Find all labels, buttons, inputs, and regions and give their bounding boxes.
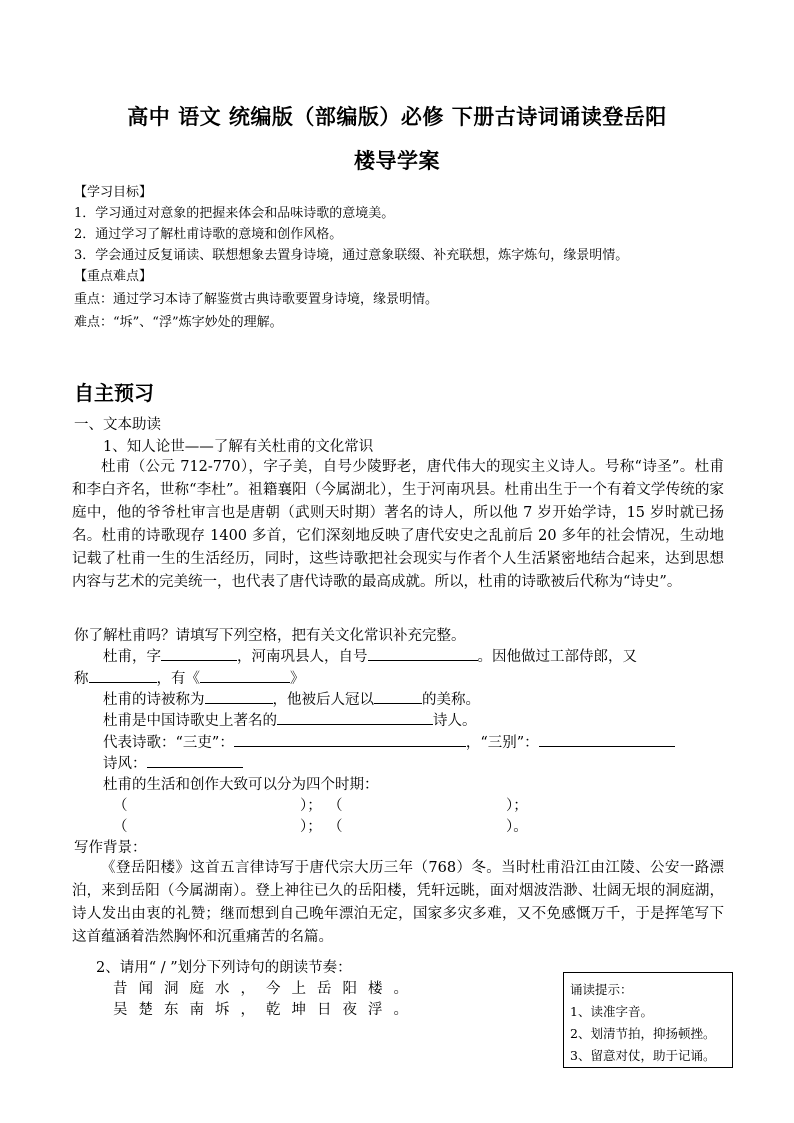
goal-item-3: 3．学会通过反复诵读、联想想象去置身诗境，通过意象联缀、补充联想，炼字炼句，缘景明情。 (74, 248, 629, 263)
background-header: 写作背景： (74, 840, 147, 856)
doc-title-line1: 高中 语文 统编版（部编版）必修 下册古诗词诵读登岳阳 (127, 105, 667, 129)
blank-collection[interactable] (200, 668, 290, 683)
fill-text: 的美称。 (422, 692, 480, 708)
fill-text: ，有《 (156, 671, 200, 687)
fill-text: 。因他做过工部侍郎，又 (477, 649, 637, 665)
paren-open: （ (328, 819, 343, 835)
fill-text: ，他被后人冠以 (272, 692, 374, 708)
fill-line-5 (103, 731, 675, 752)
key-point: 重点：通过学习本诗了解鉴赏古典诗歌要置身诗境，缘景明情。 (74, 292, 439, 307)
blank-courtesy-name[interactable] (161, 646, 237, 661)
item2-title: 2、请用“ / ”划分下列诗句的朗读节奏： (96, 960, 352, 976)
poem-line-1: 昔闻洞庭水，今上岳阳楼。 (113, 981, 419, 997)
blank-self-name[interactable] (368, 646, 478, 661)
paren-close: ）； (300, 798, 322, 814)
key-header: 【重点难点】 (74, 269, 153, 284)
paren-close: ）； (300, 819, 322, 835)
doc-title-line2: 楼导学案 (354, 149, 440, 173)
blank-poet-type[interactable] (277, 710, 433, 725)
fill-text: 代表诗歌：“三吏”： (103, 735, 234, 751)
tip-item: 1、读准字音。 (570, 1004, 653, 1019)
fill-text: 》 (290, 671, 305, 687)
paren-open: （ (113, 798, 128, 814)
fill-line-2 (74, 667, 305, 688)
blank-poetry-called[interactable] (205, 689, 273, 704)
goal-item-1: 1．学习通过对意象的把握来体会和品味诗歌的意境美。 (74, 206, 395, 221)
goal-item-2: 2．通过学习了解杜甫诗歌的意境和创作风格。 (74, 227, 343, 242)
fill-text: 诗风： (103, 756, 147, 772)
item1-title: 1、知人论世——了解有关杜甫的文化常识 (103, 439, 374, 455)
fill-text: ，“三别”： (465, 735, 539, 751)
blank-three-officials[interactable] (234, 732, 466, 747)
blank-three-farewells[interactable] (539, 732, 675, 747)
tips-title: 诵读提示： (570, 982, 633, 997)
fill-line-6 (103, 752, 243, 773)
fill-text: 诗人。 (433, 713, 477, 729)
blank-honorific[interactable] (374, 689, 422, 704)
paren-open: （ (328, 798, 343, 814)
paren-close: ）。 (506, 819, 528, 835)
fill-line-1 (103, 645, 637, 666)
background-paragraph: 《登岳阳楼》这首五言律诗写于唐代宗大历三年（768）冬。当时杜甫沿江由江陵、公安一路漂泊，来到岳阳（今属湖南）。登上神往已久的岳阳楼，凭轩远眺，面对烟波浩渺、壮阔无垠的洞庭湖，诗人发出由衷的礼赞；继而想到自己晚年漂泊无定，国家多灾多难，又不免感慨万千，于是挥笔写下这首蕴涵着浩然胸怀和沉重痛苦的名篇。 (72, 860, 724, 945)
fill-line-4 (103, 709, 477, 730)
difficult-point: 难点：“坼”、“浮”炼字妙处的理解。 (74, 315, 283, 330)
fill-text: 杜甫的诗被称为 (103, 692, 205, 708)
tip-item: 3、留意对仗，助于记诵。 (570, 1048, 716, 1063)
dufu-intro-paragraph: 杜甫（公元 712-770），字子美，自号少陵野老，唐代伟大的现实主义诗人。号称“诗圣”。杜甫和李白齐名，世称“李杜”。祖籍襄阳（今属湖北），生于河南巩县。杜甫出生于一个有着文学传统的家庭中，他的爷爷杜审言也是唐朝（武则天时期）著名的诗人，所以他 7 岁开始学诗，15 岁时就已扬名。杜甫的诗歌现存 1400 多首，它们深刻地反映了唐代安史之乱前后 20 多年的社会情况，生动地记载了杜甫一生的生活经历，同时，这些诗歌把社会现实与作者个人生活紧密地结合起来，达到思想内容与艺术的完美统一，也代表了唐代诗歌的最高成就。所以，杜甫的诗歌被后代称为“诗史”。 (72, 459, 724, 590)
goals-header: 【学习目标】 (74, 185, 153, 200)
fill-line-3 (103, 688, 480, 709)
section-title: 自主预习 (74, 381, 154, 405)
fill-text: 杜甫，字 (103, 649, 161, 665)
fill-text: 称 (74, 671, 89, 687)
fill-text: 杜甫是中国诗歌史上著名的 (103, 713, 277, 729)
recitation-tips-box (563, 972, 733, 1068)
question-intro: 你了解杜甫吗？请填写下列空格，把有关文化常识补充完整。 (74, 628, 466, 644)
paren-open: （ (113, 819, 128, 835)
blank-title[interactable] (89, 668, 157, 683)
subsection-title: 一、文本助读 (74, 417, 161, 433)
tip-item: 2、划清节拍，抑扬顿挫。 (570, 1026, 716, 1041)
paren-close: ）； (506, 798, 528, 814)
fill-line-7: 杜甫的生活和创作大致可以分为四个时期： (103, 777, 379, 793)
blank-poetic-style[interactable] (147, 753, 243, 768)
poem-line-2: 吴楚东南坼，乾坤日夜浮。 (113, 1002, 419, 1018)
fill-text: ，河南巩县人，自号 (237, 649, 368, 665)
